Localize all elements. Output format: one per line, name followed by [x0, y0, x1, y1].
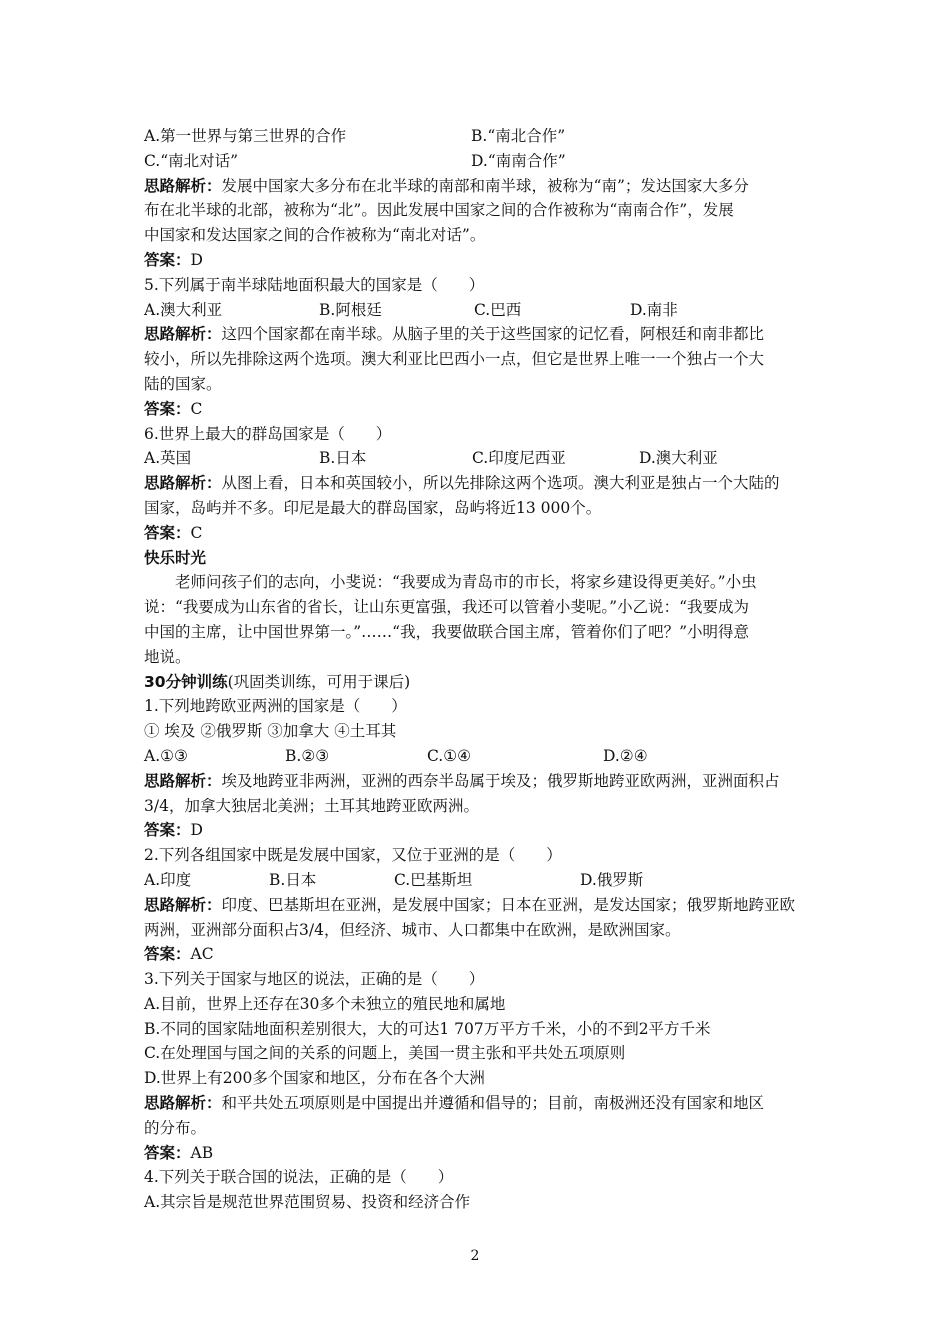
option-c: C.印度尼西亚 [472, 449, 566, 468]
option-row [144, 124, 810, 149]
analysis-label: 思路解析： [144, 1094, 222, 1113]
question-stem: 6.世界上最大的群岛国家是（ ） [144, 424, 392, 443]
answer-line [144, 818, 810, 843]
option-b: B.日本 [269, 870, 317, 889]
section-heading [144, 670, 810, 695]
option-a: A.①③ [144, 746, 188, 765]
answer-line [144, 1141, 810, 1166]
analysis-text: 从图上看，日本和英国较小，所以先排除这两个选项。澳大利亚是独占一个大陆的 [221, 474, 780, 493]
section-subtitle: (巩固类训练，可用于课后) [227, 672, 411, 691]
answer-line [144, 397, 810, 422]
story-text: 说：“我要成为山东省的省长，让山东更富强，我还可以管着小斐呢。”小乙说：“我要成为 [144, 598, 750, 617]
option-b: B.日本 [319, 449, 367, 468]
analysis-text: 和平共处五项原则是中国提出并遵循和倡导的；目前，南极洲还没有国家和地区 [221, 1094, 765, 1113]
option-c: C.巴基斯坦 [394, 870, 473, 889]
analysis-label: 思路解析： [144, 771, 222, 790]
story-text: 地说。 [144, 647, 191, 666]
answer-line [144, 248, 810, 273]
answer-value: AC [190, 945, 214, 964]
answer-label: 答案： [144, 250, 191, 269]
section-title: 快乐时光 [144, 548, 207, 567]
option-a: A.澳大利亚 [144, 300, 223, 319]
option-row [144, 149, 810, 174]
page-number: 2 [470, 1248, 480, 1264]
analysis-text: 两洲，亚洲部分面积占3/4，但经济、城市、人口都集中在欧洲，是欧洲国家。 [144, 920, 681, 939]
option-b: B.不同的国家陆地面积差别很大，大的可达1 707万平方千米，小的不到2平方千米 [144, 1019, 711, 1038]
option-b: B.“南北合作” [471, 127, 566, 145]
section-title: 30分钟训练 [144, 672, 228, 691]
option-a: A.第一世界与第三世界的合作 [144, 127, 347, 145]
analysis-line [144, 174, 810, 199]
analysis-line [144, 471, 810, 496]
option-a: A.目前，世界上还存在30多个未独立的殖民地和属地 [144, 994, 506, 1013]
analysis-text: 的分布。 [144, 1118, 207, 1137]
analysis-line [144, 322, 810, 347]
analysis-text: 较小，所以先排除这两个选项。澳大利亚比巴西小一点，但它是世界上唯一一个独占一个大 [144, 350, 765, 369]
analysis-line [144, 769, 810, 794]
analysis-text: 国家，岛屿并不多。印尼是最大的群岛国家，岛屿将近13 000个。 [144, 498, 602, 517]
analysis-label: 思路解析： [144, 474, 222, 493]
option-c: C.巴西 [474, 300, 522, 319]
analysis-text: 印度、巴基斯坦在亚洲，是发展中国家；日本在亚洲，是发达国家；俄罗斯地跨亚欧 [221, 895, 796, 914]
option-row [144, 868, 810, 893]
question-stem: 5.下列属于南半球陆地面积最大的国家是（ ） [144, 275, 485, 294]
option-d: D.俄罗斯 [580, 870, 644, 889]
question-stem: 4.下列关于联合国的说法，正确的是（ ） [144, 1168, 454, 1187]
question-stem: 2.下列各组国家中既是发展中国家，又位于亚洲的是（ ） [144, 846, 562, 865]
answer-value: D [190, 250, 203, 269]
answer-label: 答案： [144, 399, 191, 418]
analysis-text: 中国家和发达国家之间的合作被称为“南北对话”。 [144, 226, 486, 245]
option-d: D.“南南合作” [471, 151, 566, 170]
option-c: C.在处理国与国之间的关系的问题上，美国一贯主张和平共处五项原则 [144, 1044, 626, 1063]
option-d: D.南非 [630, 300, 678, 319]
option-row [144, 744, 810, 769]
option-c: C.“南北对话” [144, 151, 239, 170]
question-stem: 1.下列地跨欧亚两洲的国家是（ ） [144, 697, 407, 716]
option-row [144, 446, 810, 471]
option-d: D.澳大利亚 [639, 449, 718, 468]
document-page [144, 124, 810, 1215]
analysis-text: 埃及地跨亚非两洲，亚洲的西奈半岛属于埃及；俄罗斯地跨亚欧两洲，亚洲面积占 [221, 771, 780, 790]
answer-label: 答案： [144, 1143, 191, 1162]
story-text: 老师问孩子们的志向，小斐说：“我要成为青岛市的市长，将家乡建设得更美好。”小虫 [175, 573, 757, 592]
analysis-label: 思路解析： [144, 895, 222, 914]
option-a: A.印度 [144, 870, 192, 889]
analysis-label: 思路解析： [144, 325, 222, 344]
answer-value: D [190, 821, 203, 840]
analysis-line [144, 1091, 810, 1116]
option-b: B.②③ [285, 746, 330, 765]
analysis-text: 发展中国家大多分布在北半球的南部和南半球，被称为“南”；发达国家大多分 [221, 176, 749, 195]
answer-value: AB [190, 1143, 214, 1162]
analysis-label: 思路解析： [144, 176, 222, 195]
option-d: D.②④ [603, 746, 648, 765]
option-row [144, 298, 810, 323]
option-b: B.阿根廷 [319, 300, 382, 319]
answer-line [144, 521, 810, 546]
story-text: 中国的主席，让中国世界第一。”……“我，我要做联合国主席，管着你们了吧？”小明得意 [144, 622, 750, 641]
answer-label: 答案： [144, 821, 191, 840]
analysis-line [144, 893, 810, 918]
analysis-text: 3/4，加拿大独居北美洲；土耳其地跨亚欧两洲。 [144, 796, 479, 815]
option-c: C.①④ [427, 746, 472, 765]
option-a: A.其宗旨是规范世界范围贸易、投资和经济合作 [144, 1193, 471, 1212]
option-a: A.英国 [144, 449, 192, 468]
analysis-text: 这四个国家都在南半球。从脑子里的关于这些国家的记忆看，阿根廷和南非都比 [221, 325, 765, 344]
option-d: D.世界上有200多个国家和地区，分布在各个大洲 [144, 1069, 485, 1088]
analysis-text: 布在北半球的北部，被称为“北”。因此发展中国家之间的合作被称为“南南合作”，发展 [144, 201, 734, 220]
answer-label: 答案： [144, 523, 191, 542]
answer-value: C [190, 399, 203, 418]
question-stem: 3.下列关于国家与地区的说法，正确的是（ ） [144, 970, 485, 989]
analysis-text: 陆的国家。 [144, 374, 222, 393]
answer-value: C [190, 523, 203, 542]
answer-label: 答案： [144, 945, 191, 964]
answer-line [144, 942, 810, 967]
question-items: ① 埃及 ②俄罗斯 ③加拿大 ④土耳其 [144, 722, 397, 741]
